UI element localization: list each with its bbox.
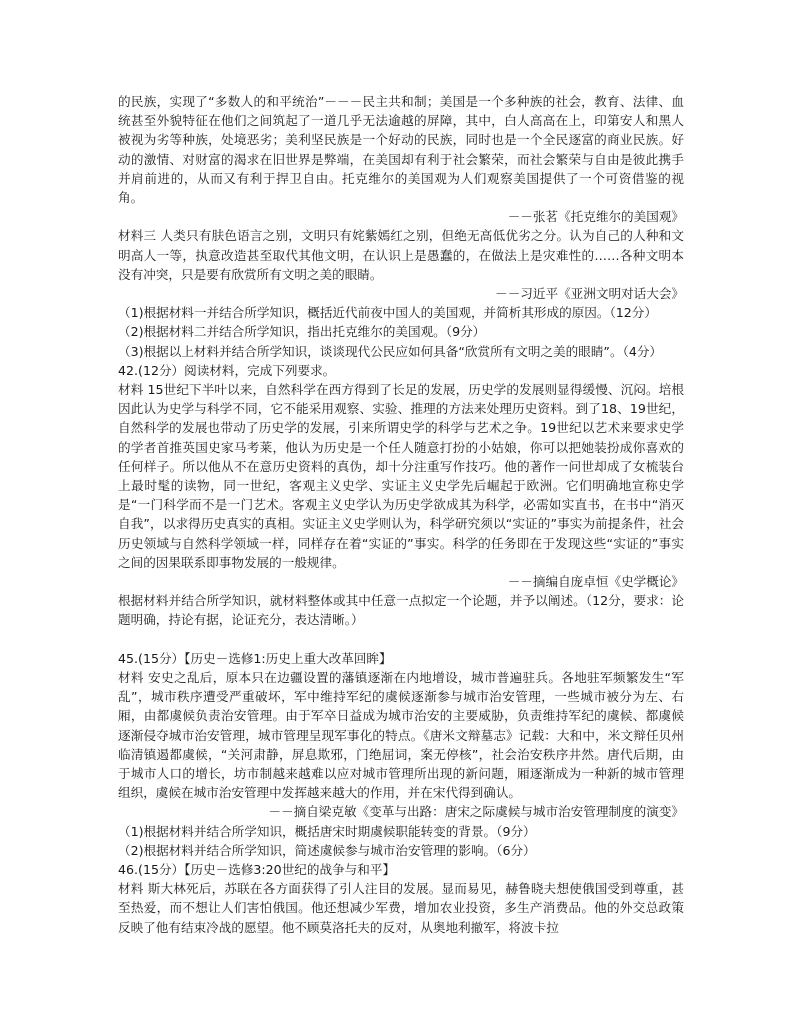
- q41-material3: 材料三 人类只有肤色语言之别，文明只有姹紫嫣红之别，但绝无高低优劣之分。认为自己的人种和文明高人一等，执意改造甚至取代其他文明，在认识上是愚蠢的，在做法上是灾难性的……各种文明本没有冲突，只是要有欣赏所有文明之美的眼睛。: [118, 228, 684, 282]
- q46-material: 材料 斯大林死后，苏联在各方面获得了引人注目的发展。显而易见，赫鲁晓夫想使俄国受到尊重，甚至热爱，而不想让人们害怕俄国。他还想减少军费，增加农业投资，多生产消费品。他的外交总政策反映了他有结束冷战的愿望。他不顾莫洛托夫的反对，从奥地利撤军，将波卡拉: [118, 881, 684, 935]
- exam-page: [118, 92, 684, 937]
- q41-material3-source: －－习近平《亚洲文明对话大会》: [495, 286, 684, 302]
- q41-question-3: （3)根据以上材料并结合所学知识，谈谈现代公民应如何具备“欣赏所有文明之美的眼睛”。（4分）: [118, 343, 663, 359]
- q41-material2-tail: 的民族，实现了“多数人的和平统治”－－－民主共和制；美国是一个多种族的社会，教育、法律、血统甚至外貌特征在他们之间筑起了一道几乎无法逾越的屏障，其中，白人高高在上，印第安人和黑人被视为劣等种族，处境恶劣；美利坚民族是一个好动的民族，同时也是一个全民逐富的商业民族。好动的激情、对财富的渴求在旧世界是弊端，在美国却有利于社会繁荣，而社会繁荣与自由是彼此携手并肩前进的，从而又有利于捍卫自由。托克维尔的美国观为人们观察美国提供了一个可资借鉴的视角。: [118, 94, 684, 206]
- q45-source: －－摘自梁克敏《变革与出路：唐宋之际虞候与城市治安管理制度的演变》: [268, 804, 684, 820]
- q42-task: 根据材料并结合所学知识，就材料整体或其中任意一点拟定一个论题，并予以阐述。（12分，要求：论题明确，持论有据，论证充分，表达清晰。）: [118, 593, 684, 628]
- q41-question-2: （2)根据材料二并结合所学知识，指出托克维尔的美国观。（9分）: [118, 324, 486, 340]
- q46-header: 46.(15分）【历史－选修3:20世纪的战争与和平】: [118, 861, 396, 877]
- q42-material: 材料 15世纪下半叶以来，自然科学在西方得到了长足的发展，历史学的发展则显得缓慢、沉闷。培根因此认为史学与科学不同，它不能采用观察、实验、推理的方法来处理历史资料。到了18、19世纪，自然科学的发展也带动了历史学的发展，引来所谓史学的科学与艺术之争。19世纪以艺术来要求史学的学者首推英国史家马考莱，他认为历史是一个任人随意打扮的小姑娘，你可以把她装扮成你喜欢的任何样子。所以他从不在意历史资料的真伪，却十分注重写作技巧。他的著作一问世却成了女梳装台上最时髦的读物，同一世纪，客观主义史学、实证主义史学先后崛起于欧洲。它们明确地宣称史学是“一门科学而不是一门艺术。客观主义史学认为历史学欲成其为科学，必需如实直书，在书中“消灭自我”，以求得历史真实的真相。实证主义史学则认为，科学研究须以“实证的”事实为前提条件，社会历史领域与自然科学领域一样，同样存在着“实证的”事实。科学的任务即在于发现这些“实证的”事实之间的因果联系即事物发展的一般规律。: [118, 382, 684, 570]
- q45-question-2: （2)根据材料并结合所学知识，简述虞候参与城市治安管理的影响。（6分）: [118, 842, 536, 858]
- section-gap: [118, 630, 684, 649]
- q45-header: 45.(15分）【历史－选修1:历史上重大改革回眸】: [118, 650, 392, 666]
- q42-source: －－摘编自庞卓恒《史学概论》: [507, 574, 684, 590]
- q41-material2-source: －－张茗《托克维尔的美国观》: [507, 209, 684, 225]
- q41-question-1: （1)根据材料一并结合所学知识，概括近代前夜中国人的美国观，并简析其形成的原因。（12分）: [118, 305, 657, 321]
- q45-material: 材料 安史之乱后，原本只在边疆设置的藩镇逐渐在内地增设，城市普遍驻兵。各地驻军频繁发生“军乱”，城市秩序遭受严重破坏，军中维持军纪的虞候逐渐参与城市治安管理，一些城市被分为左、右厢，由都虞候负责治安管理。由于军卒日益成为城市治安的主要威胁，负责维持军纪的虞候、都虞候逐渐侵夺城市治安管理，城市管理呈现军事化的特点。《唐米文辩墓志》记载：大和中，米文辩任贝州临清镇遏都虞候，“关河肃静，屏息欺邪，门绝屈词，案无停核”，社会治安秩序井然。唐代后期，由于城市人口的增长，坊市制越来越难以应对城市管理所出现的新问题，厢逐渐成为一种新的城市管理组织，虞候在城市治安管理中发挥越来越大的作用，并在宋代得到确认。: [118, 669, 684, 801]
- q42-header: 42.(12分）阅读材料，完成下列要求。: [118, 362, 336, 378]
- q45-question-1: （1)根据材料并结合所学知识，概括唐宋时期虞候职能转变的背景。（9分）: [118, 823, 536, 839]
